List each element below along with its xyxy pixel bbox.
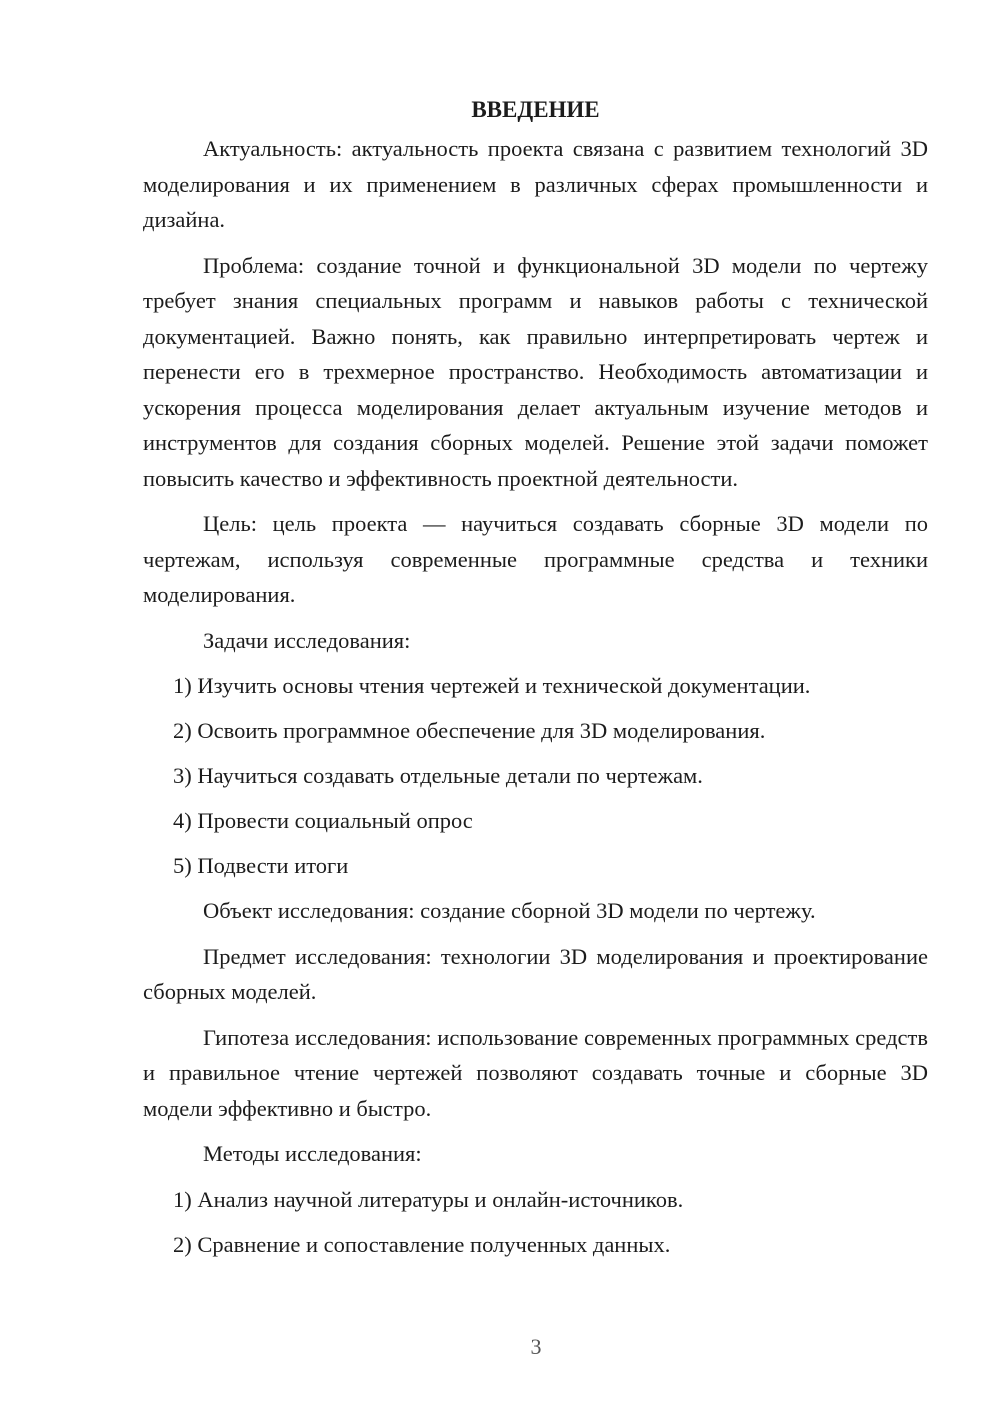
goal-paragraph: Цель: цель проекта — научиться создавать сборные 3D модели по чертежам, используя современные программные средства и техники моделирования.: [143, 511, 928, 607]
document-page: [143, 92, 928, 1262]
list-item: 2) Сравнение и сопоставление полученных данных.: [173, 1231, 671, 1257]
methods-list: [143, 1182, 928, 1262]
list-item: 2) Освоить программное обеспечение для 3D моделирования.: [173, 718, 766, 743]
list-item: 5) Подвести итоги: [173, 853, 349, 878]
list-item: 3) Научиться создавать отдельные детали по чертежам.: [173, 763, 703, 788]
subject-paragraph: Предмет исследования: технологии 3D моделирования и проектирование сборных моделей.: [143, 943, 928, 1004]
list-item: 4) Провести социальный опрос: [173, 808, 473, 833]
tasks-list: [143, 668, 928, 883]
relevance-paragraph: Актуальность: актуальность проекта связана с развитием технологий 3D моделирования и их применением в различных сферах промышленности и дизайна.: [143, 136, 928, 232]
hypothesis-paragraph: Гипотеза исследования: использование современных программных средств и правильное чтение чертежей позволяют создавать точные и сборные 3D модели эффективно и быстро.: [143, 1024, 928, 1121]
methods-heading: Методы исследования:: [203, 1141, 422, 1166]
page-number: 3: [530, 1334, 542, 1359]
tasks-heading: Задачи исследования:: [203, 627, 411, 653]
list-item: 1) Анализ научной литературы и онлайн-источников.: [173, 1186, 684, 1212]
page-title: ВВЕДЕНИЕ: [471, 97, 600, 122]
list-item: 1) Изучить основы чтения чертежей и технической документации.: [173, 673, 811, 698]
object-paragraph: Объект исследования: создание сборной 3D модели по чертежу.: [203, 898, 816, 923]
problem-paragraph: Проблема: создание точной и функциональной 3D модели по чертежу требует знания специальных программ и навыков работы с технической документацией. Важно понять, как правильно интерпретировать чертеж и перенести его в трехмерное пространство. Необходимость автоматизации и ускорения процесса моделирования делает актуальным изучение методов и инструментов для создания сборных моделей. Решение этой задачи поможет повысить качество и эффективность проектной деятельности.: [143, 252, 928, 491]
